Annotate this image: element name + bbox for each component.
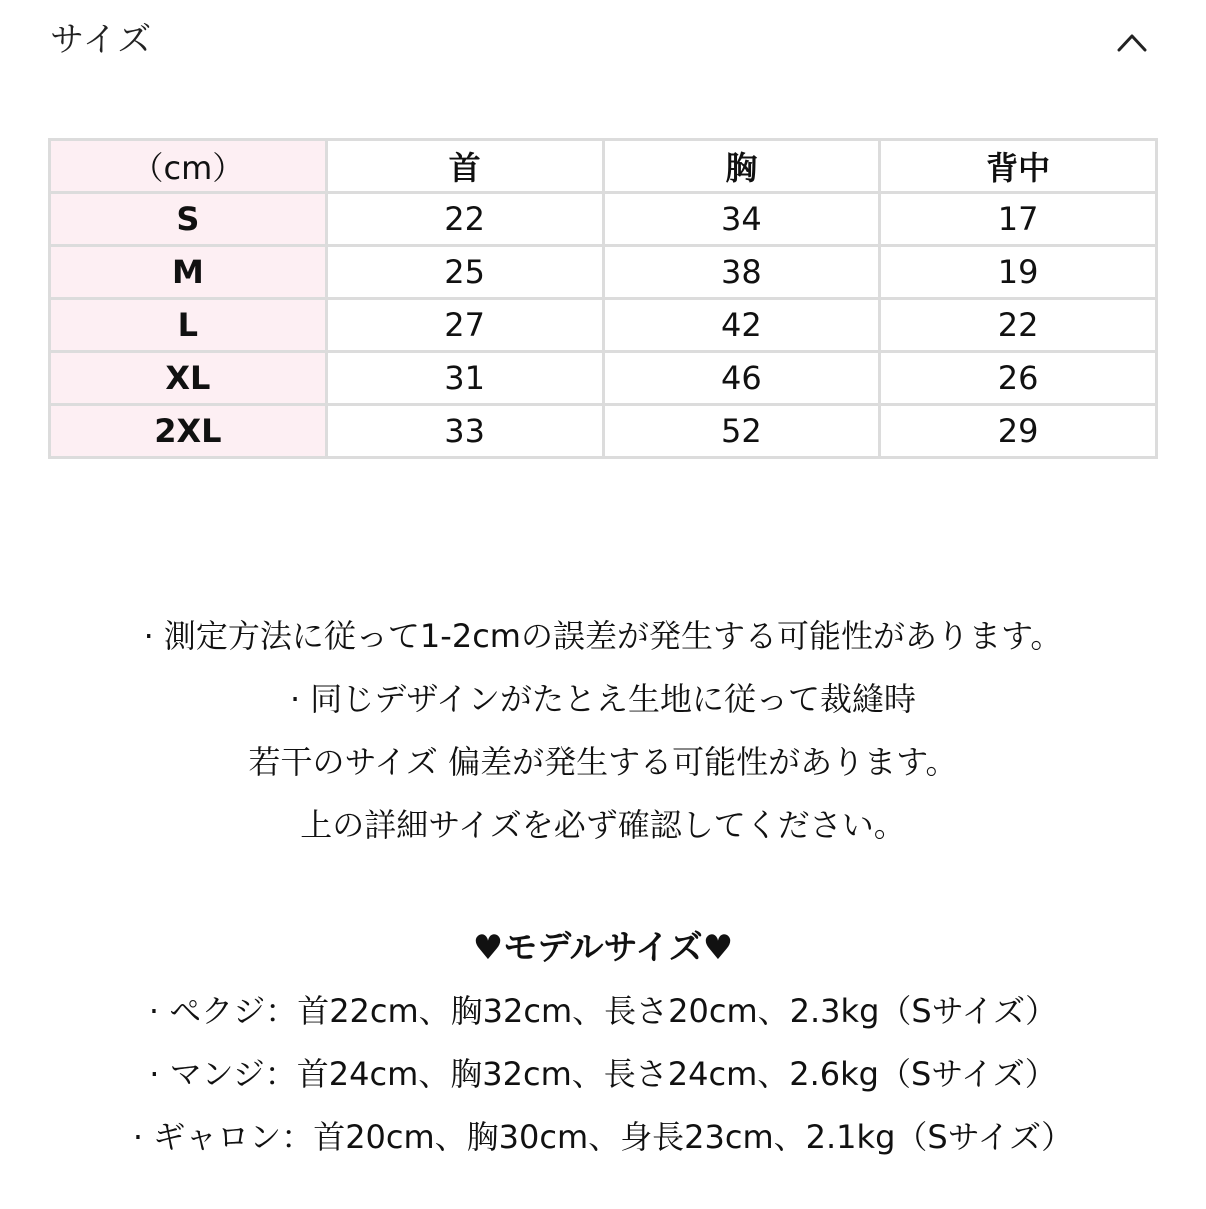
size-label-cell: S <box>50 193 327 246</box>
model-size-title: ♥モデルサイズ♥ <box>472 928 734 968</box>
chest-value-cell: 52 <box>603 405 880 458</box>
model-size-section <box>0 916 1206 1169</box>
table-row <box>50 246 1157 299</box>
size-section-header[interactable] <box>0 0 1206 84</box>
neck-header-cell: 首 <box>326 140 603 193</box>
chest-value-cell: 34 <box>603 193 880 246</box>
chest-value-cell: 38 <box>603 246 880 299</box>
size-label-cell: XL <box>50 352 327 405</box>
back-value-cell: 19 <box>880 246 1157 299</box>
chevron-up-icon[interactable] <box>1110 22 1154 62</box>
table-row <box>50 299 1157 352</box>
size-table <box>48 138 1158 459</box>
size-label-cell: L <box>50 299 327 352</box>
note-line: 上の詳細サイズを必ず確認してください。 <box>300 806 906 844</box>
chest-value-cell: 46 <box>603 352 880 405</box>
model-size-line: · ギャロン：首20cm、胸30cm、身長23cm、2.1kg（Sサイズ） <box>132 1118 1074 1156</box>
table-row <box>50 193 1157 246</box>
note-line: · 測定方法に従って1-2cmの誤差が発生する可能性があります。 <box>143 617 1063 655</box>
chest-value-cell: 42 <box>603 299 880 352</box>
back-value-cell: 22 <box>880 299 1157 352</box>
unit-header-cell: （cm） <box>50 140 327 193</box>
back-value-cell: 26 <box>880 352 1157 405</box>
note-line: · 同じデザインがたとえ生地に従って裁縫時 <box>289 680 917 718</box>
back-value-cell: 17 <box>880 193 1157 246</box>
table-header-row <box>50 140 1157 193</box>
table-row <box>50 352 1157 405</box>
measurement-notes <box>0 605 1206 857</box>
neck-value-cell: 31 <box>326 352 603 405</box>
note-line: 若干のサイズ 偏差が発生する可能性があります。 <box>248 743 958 781</box>
table-row <box>50 405 1157 458</box>
chest-header-cell: 胸 <box>603 140 880 193</box>
section-title: サイズ <box>50 20 153 60</box>
neck-value-cell: 27 <box>326 299 603 352</box>
size-label-cell: M <box>50 246 327 299</box>
back-value-cell: 29 <box>880 405 1157 458</box>
back-header-cell: 背中 <box>880 140 1157 193</box>
neck-value-cell: 33 <box>326 405 603 458</box>
neck-value-cell: 25 <box>326 246 603 299</box>
model-size-line: · ペクジ：首22cm、胸32cm、長さ20cm、2.3kg（Sサイズ） <box>148 992 1058 1030</box>
neck-value-cell: 22 <box>326 193 603 246</box>
model-size-line: · マンジ：首24cm、胸32cm、長さ24cm、2.6kg（Sサイズ） <box>149 1055 1057 1093</box>
size-label-cell: 2XL <box>50 405 327 458</box>
